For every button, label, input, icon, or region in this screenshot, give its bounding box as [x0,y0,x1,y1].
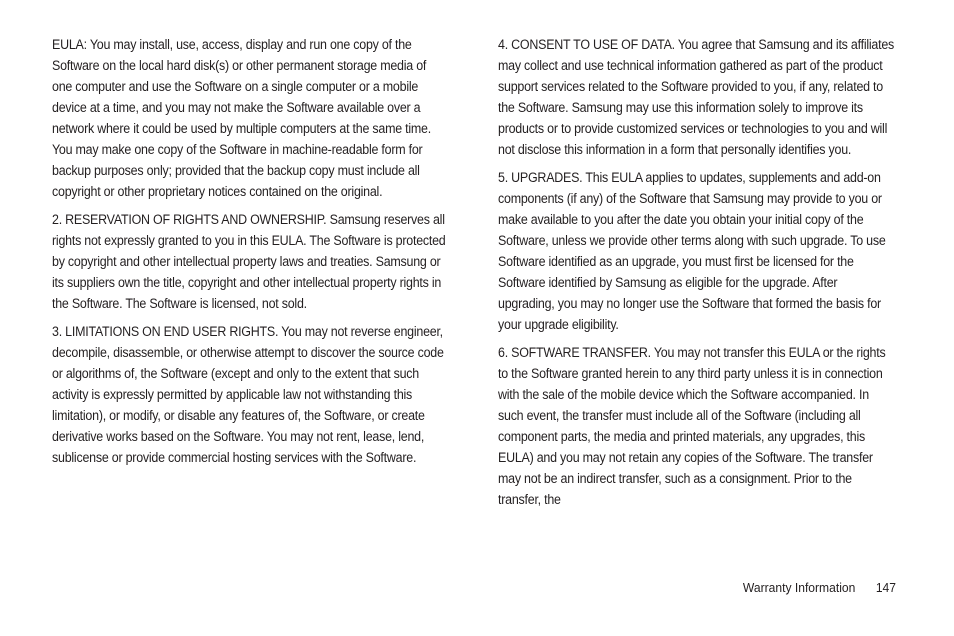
eula-license-paragraph: EULA: You may install, use, access, display and run one copy of the Software on the local hard disk(s) or other permanent storage media of one computer and use the Software on a single computer or a mobile device at a time, and you may not make the Software available over a network where it could be used by multiple computers at the same time. You may make one copy of the Software in machine-readable form for backup purposes only; provided that the backup copy must include all copyright or other proprietary notices contained on the original. [52,37,431,199]
footer-section-title: Warranty Information [742,580,856,595]
upgrades-paragraph: 5. UPGRADES. This EULA applies to updates, supplements and add-on components (if any) of the Software that Samsung may provide to you or make available to you after the date you obtain your initial copy of the Software, unless we provide other terms along with such upgrade. To use Software identified as an upgrade, you must first be licensed for the Software identified by Samsung as eligible for the upgrade. After upgrading, you may no longer use the Software that formed the basis for your upgrade eligibility. [498,170,886,332]
left-column [52,34,449,475]
reservation-of-rights-paragraph: 2. RESERVATION OF RIGHTS AND OWNERSHIP. Samsung reserves all rights not expressly granted to you in this EULA. The Software is protected by copyright and other intellectual property laws and treaties. Samsung or its suppliers own the title, copyright and other intellectual property rights in the Software. The Software is licensed, not sold. [52,212,446,311]
consent-data-paragraph: 4. CONSENT TO USE OF DATA. You agree that Samsung and its affiliates may collect and use technical information gathered as part of the product support services related to the Software provided to you, if any, related to the Software. Samsung may use this information solely to improve its products or to provide customized services or technologies to you and will not disclose this information in a form that personally identifies you. [498,37,895,157]
limitations-paragraph: 3. LIMITATIONS ON END USER RIGHTS. You may not reverse engineer, decompile, disassemble, or otherwise attempt to discover the source code or algorithms of, the Software (except and only to the extent that such activity is expressly permitted by applicable law not withstanding this limitation), or modify, or disable any features of, the Software, or create derivative works based on the Software. You may not rent, lease, lend, sublicense or provide commercial hosting services with the Software. [52,324,444,465]
software-transfer-paragraph: 6. SOFTWARE TRANSFER. You may not transfer this EULA or the rights to the Software granted herein to any third party unless it is in connection with the sale of the mobile device which the Software accompanied. In such event, the transfer must include all of the Software (including all component parts, the media and printed materials, any upgrades, this EULA) and you may not retain any copies of the Software. The transfer may not be an indirect transfer, such as a consignment. Prior to the transfer, the [498,345,886,507]
page-footer [621,578,896,598]
right-column [498,34,895,517]
page-number: 147 [875,580,896,595]
